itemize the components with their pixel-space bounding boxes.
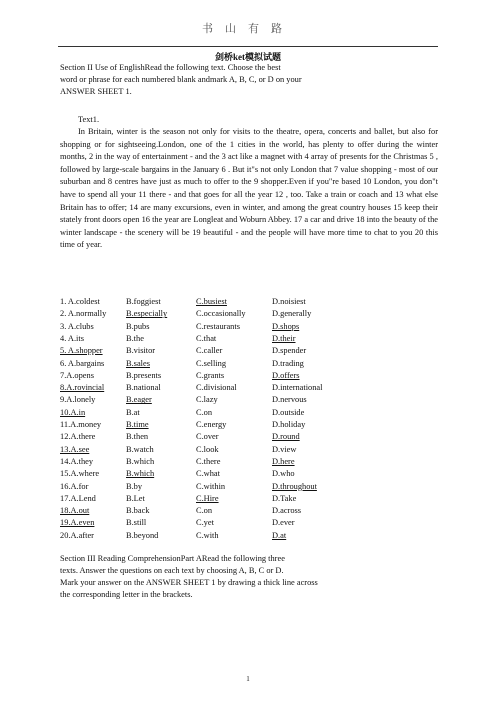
section2-heading [60,62,438,98]
option-c: C.over [196,432,219,442]
option-c: C.there [196,456,221,466]
section2-heading-line: ANSWER SHEET 1. [60,87,132,96]
option-a-answer: 19.A.even [60,518,95,528]
option-a: 20.A.after [60,530,94,540]
option-b-answer: B.time [126,420,149,429]
option-row [60,333,440,345]
option-c: C.what [196,469,220,479]
option-b: B.beyond [126,530,159,540]
option-d: D.international [272,383,323,393]
option-c: C.yet [196,518,214,528]
section2-heading-line: word or phrase for each numbered blank andmark A, B, C, or D on your [60,75,302,84]
option-b: B.back [126,506,150,516]
option-d: D.ever [272,518,295,528]
option-c: C.occasionally [196,309,246,319]
option-a: 17.A.Lend [60,493,96,503]
option-b: B.then [126,432,149,442]
option-b: B.Let [126,493,145,503]
option-a: 2. A.normally [60,309,107,319]
option-b: B.national [126,383,161,393]
option-d: D.Take [272,493,297,503]
option-row [60,345,440,357]
option-a-answer: 10.A.in [60,407,86,417]
option-row [60,456,440,468]
option-a: 6. A.bargains [60,358,105,368]
option-a: 1. A.coldest [60,297,100,306]
option-a: 3. A.clubs [60,321,94,331]
section3-line: texts. Answer the questions on each text by choosing A, B, C or D. [60,566,284,575]
option-a-answer: 5. A.shopper [60,346,103,356]
option-d: D.spender [272,346,307,356]
option-b: B.which [126,456,155,466]
option-d-answer: D.at [272,530,287,540]
option-b: B.watch [126,444,154,454]
text-label: Text1. [78,115,100,124]
option-row [60,308,440,320]
option-d: D.outside [272,407,305,417]
section3-instructions [60,553,438,601]
option-d-answer: D.throughout [272,481,317,491]
option-d-answer: D.offers [272,370,300,380]
document-title: 剑桥ket模拟试题 [215,52,281,62]
option-b: B.presents [126,370,162,380]
option-d: D.nervous [272,395,307,405]
option-d: D.holiday [272,420,306,429]
option-d-answer: D.their [272,333,296,343]
section2-heading-line: Section II Use of EnglishRead the following text. Choose the best [60,63,281,72]
option-a-answer: 18.A.out [60,506,90,516]
option-row [60,370,440,382]
option-a: 14.A.they [60,456,94,466]
option-c: C.on [196,506,213,516]
option-a: 7.A.opens [60,370,94,380]
option-b: B.the [126,333,144,343]
option-a: 12.A.there [60,432,96,442]
option-b-answer: B.sales [126,358,150,368]
option-a: 16.A.for [60,481,89,491]
option-d-answer: D.here [272,456,295,466]
option-c: C.with [196,530,219,540]
option-a-answer: 13.A.see [60,444,90,454]
option-c: C.that [196,333,217,343]
header-rule [58,46,438,47]
option-b: B.foggiest [126,297,161,306]
option-d: D.trading [272,358,304,368]
option-row [60,419,440,431]
option-a-answer: 8.A.rovincial [60,383,105,393]
option-row [60,431,440,443]
option-c-answer: C.Hire [196,493,219,503]
page-number: 1 [246,675,250,683]
section3-line: the corresponding letter in the brackets. [60,590,193,599]
option-d: D.view [272,444,297,454]
option-b-answer: B.which [126,469,155,479]
page-header: 书山有路 [202,23,294,35]
option-row [60,481,440,493]
option-row [60,358,440,370]
option-c: C.divisional [196,383,237,393]
option-c: C.look [196,444,219,454]
option-row [60,394,440,406]
option-a: 15.A.where [60,469,100,479]
option-row [60,407,440,419]
option-d: D.who [272,469,295,479]
option-c: C.energy [196,420,227,429]
option-b: B.still [126,518,147,528]
option-c: C.grants [196,370,225,380]
option-row [60,493,440,505]
option-c-answer: C.busiest [196,297,227,306]
option-row [60,321,440,333]
option-d-answer: D.round [272,432,300,442]
option-c: C.within [196,481,226,491]
section3-line: Section III Reading ComprehensionPart ARead the following three [60,554,285,563]
option-row [60,444,440,456]
option-row [60,517,440,529]
option-row [60,530,440,542]
option-c: C.restaurants [196,321,240,331]
passage: In Britain, winter is the season not only for visits to the theatre, opera, concerts and ballet, but also for shopping or for sightseeing.London, one of the 1 cities in the world, has plenty to offer during the winter months, 2 in the way of entertainment - and the 3 act like a magnet with 4 array of presents for the Christmas 5 , followed by large-scale bargains in the January 6 . But it"s not only London that 7 value shopping - most of our suburban and 8 centres have just as much to offer to the 9 shopper.Even if you"re based 10 London, you don"t have to spend all your 11 there - and that goes for all the year 12 , too. Take a train or coach and 13 what else Britain has to offer; 14 are many excursions, even in winter, and among the great country houses 15 keep their stately front doors open 16 the year are Longleat and Woburn Abbey. 17 a car and drive 18 into the beauty of the winter landscape - the scenery will be 19 beautiful - and the people will have more time to chat to you 20 this time of year. [60,127,438,250]
option-b: B.visitor [126,346,156,356]
option-d: D.generally [272,309,312,319]
option-b: B.at [126,407,140,417]
option-a: 11.A.money [60,420,102,429]
option-a: 4. A.its [60,333,84,343]
option-row [60,468,440,480]
option-d: D.noisiest [272,297,306,306]
option-c: C.on [196,407,213,417]
option-d-answer: D.shops [272,321,300,331]
option-row [60,505,440,517]
option-c: C.selling [196,358,227,368]
option-a: 9.A.lonely [60,395,96,405]
option-b: B.by [126,481,143,491]
option-c: C.lazy [196,395,218,405]
option-row [60,382,440,394]
option-b: B.pubs [126,321,150,331]
option-b-answer: B.especially [126,309,168,319]
option-d: D.across [272,506,302,516]
section3-line: Mark your answer on the ANSWER SHEET 1 by drawing a thick line across [60,578,318,587]
option-b-answer: B.eager [126,395,152,405]
option-row [60,296,440,308]
option-c: C.caller [196,346,223,356]
